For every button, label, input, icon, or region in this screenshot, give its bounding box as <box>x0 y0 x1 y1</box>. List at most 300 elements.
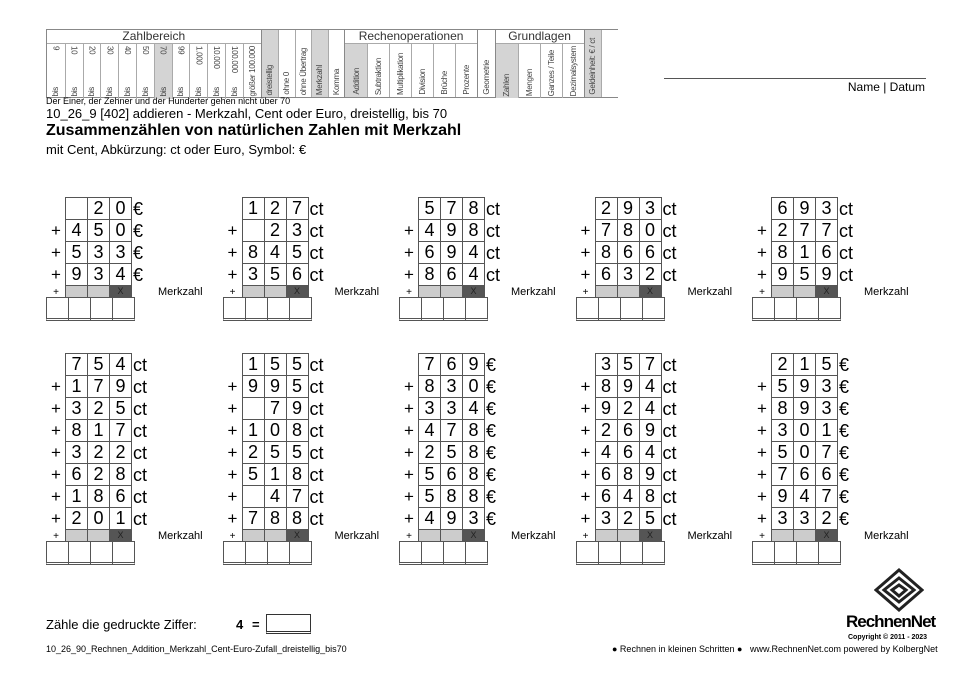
digit-cell: 5 <box>264 353 287 376</box>
digit-cell: 8 <box>462 419 485 442</box>
name-date-label: Name | Datum <box>847 80 925 94</box>
digit-cell: 2 <box>595 419 618 442</box>
category-label: Division <box>418 69 428 95</box>
addend-row <box>576 264 733 286</box>
addend-row <box>223 242 380 264</box>
unit-label: € <box>839 354 850 375</box>
plus-sign: + <box>51 487 61 506</box>
digit-cell: 4 <box>418 219 441 242</box>
digit-cell: 4 <box>462 263 485 286</box>
unit-label: ct <box>309 354 324 375</box>
digit-cell: 5 <box>771 441 794 464</box>
digit-cell: 4 <box>65 219 88 242</box>
merkzahl-label: Merkzahl <box>511 530 556 542</box>
digit-cell: 5 <box>639 507 662 530</box>
digit-cell <box>242 485 265 508</box>
digit-cell: 6 <box>65 463 88 486</box>
addend-row <box>752 376 909 398</box>
addend-row <box>46 354 203 376</box>
addend-row <box>576 464 733 486</box>
unit-label: ct <box>662 508 677 529</box>
addend-row <box>399 420 556 442</box>
digit-cell: 9 <box>639 419 662 442</box>
digit-cell: 3 <box>639 197 662 220</box>
result-input[interactable] <box>68 541 91 565</box>
result-input[interactable] <box>112 541 135 565</box>
bis-label: bis <box>140 87 150 97</box>
category-label: Brüche <box>440 71 450 95</box>
result-input[interactable] <box>752 541 775 565</box>
plus-sign: + <box>580 265 591 284</box>
merkzahl-label: Merkzahl <box>687 530 733 542</box>
digit-cell: 4 <box>418 507 441 530</box>
digit-cell: 8 <box>462 197 485 220</box>
digit-cell <box>65 197 88 220</box>
merkzahl-label: Merkzahl <box>334 530 380 542</box>
unit-label: ct <box>662 420 677 441</box>
digit-cell: 6 <box>109 485 132 508</box>
digit-cell: 9 <box>793 375 816 398</box>
code-line: 10_26_9 [402] addieren - Merkzahl, Cent oder Euro, dreistellig, bis 70 <box>46 106 448 121</box>
digit-cell: 8 <box>771 397 794 420</box>
digit-cell: 9 <box>109 375 132 398</box>
category-cell <box>433 44 455 97</box>
bis-label: bis <box>87 87 97 97</box>
digit-cell: 6 <box>793 463 816 486</box>
plus-sign: + <box>404 487 414 506</box>
carry-blocked: X <box>462 529 485 542</box>
category-cell <box>262 30 279 97</box>
digit-cell: 3 <box>462 507 485 530</box>
digit-cell: 9 <box>771 263 794 286</box>
rechnennet-logo-icon <box>874 568 924 612</box>
digit-cell: 2 <box>418 441 441 464</box>
digit-cell: 9 <box>440 219 463 242</box>
digit-cell: 2 <box>109 441 132 464</box>
digit-cell: 0 <box>793 419 816 442</box>
result-input[interactable] <box>421 541 444 565</box>
digit-cell: 6 <box>815 463 838 486</box>
count-answer-box[interactable] <box>266 614 311 634</box>
unit-label: ct <box>662 486 677 507</box>
digit-cell: 8 <box>639 485 662 508</box>
addend-row <box>576 442 733 464</box>
result-input[interactable] <box>818 297 841 321</box>
digit-cell: 7 <box>815 485 838 508</box>
addend-row <box>399 486 556 508</box>
category-label: Geldeinheit: € / ct <box>588 38 598 95</box>
unit-label: ct <box>309 220 324 241</box>
digit-cell: 3 <box>65 441 88 464</box>
digit-cell: 5 <box>617 353 640 376</box>
category-label: Mengen <box>524 69 534 97</box>
result-input[interactable] <box>245 541 268 565</box>
digit-cell: 8 <box>462 219 485 242</box>
digit-cell: 3 <box>109 241 132 264</box>
digit-cell: 6 <box>595 463 618 486</box>
category-cell <box>585 30 602 97</box>
digit-cell: 6 <box>440 353 463 376</box>
bis-label: bis <box>229 87 239 97</box>
carry-blocked: X <box>639 285 662 298</box>
category-columns <box>478 30 495 97</box>
result-input[interactable] <box>443 297 466 321</box>
digit-cell <box>242 397 265 420</box>
plus-sign: + <box>53 286 59 298</box>
digit-cell: 6 <box>617 241 640 264</box>
footer-filename: 10_26_90_Rechnen_Addition_Merkzahl_Cent-Euro-Zufall_dreistellig_bis70 <box>46 644 347 654</box>
category-label: 20 <box>87 46 97 55</box>
digit-cell: 8 <box>242 241 265 264</box>
unit-label: ct <box>662 442 677 463</box>
addend-row <box>576 242 733 264</box>
digit-cell: 3 <box>595 353 618 376</box>
plus-sign: + <box>404 399 414 418</box>
plus-sign: + <box>404 265 414 284</box>
category-columns <box>47 43 261 99</box>
category-columns <box>345 43 477 97</box>
plus-sign: + <box>51 509 61 528</box>
unit-label: € <box>486 464 497 485</box>
result-input[interactable] <box>465 541 488 565</box>
digit-cell: 5 <box>418 197 441 220</box>
result-input[interactable] <box>796 541 819 565</box>
digit-cell: 3 <box>286 219 309 242</box>
addend-row <box>399 242 556 264</box>
result-input[interactable] <box>620 541 643 565</box>
unit-label: ct <box>309 198 324 219</box>
addend-row <box>223 442 380 464</box>
category-label: Komma <box>331 68 341 95</box>
addend-row <box>752 398 909 420</box>
category-cell <box>496 44 518 98</box>
digit-cell: 5 <box>815 353 838 376</box>
bis-label: bis <box>212 87 222 97</box>
result-input[interactable] <box>223 297 246 321</box>
category-cell <box>243 44 261 99</box>
plus-sign: + <box>580 509 591 528</box>
result-input[interactable] <box>774 297 797 321</box>
result-input[interactable] <box>576 541 599 565</box>
footer-slogan: ● Rechnen in kleinen Schritten ● <box>612 644 743 654</box>
plus-sign: + <box>406 530 412 542</box>
category-label: 50 <box>140 46 150 55</box>
addition-problem <box>399 354 556 565</box>
digit-cell: 7 <box>264 397 287 420</box>
category-label: Geometrie <box>481 60 491 95</box>
bis-label: bis <box>158 87 168 97</box>
unit-label: ct <box>309 398 324 419</box>
plus-sign: + <box>51 221 61 240</box>
result-input[interactable] <box>598 297 621 321</box>
unit-label: ct <box>662 376 677 397</box>
unit-label: € <box>839 376 850 397</box>
addend-row <box>46 398 203 420</box>
result-input[interactable] <box>68 297 91 321</box>
category-cell <box>154 44 172 99</box>
count-label: Zähle die gedruckte Ziffer: <box>46 617 197 632</box>
result-input[interactable] <box>818 541 841 565</box>
plus-sign: + <box>227 465 238 484</box>
name-line <box>664 78 926 79</box>
category-cell <box>389 44 411 97</box>
result-input[interactable] <box>112 297 135 321</box>
digit-cell: 5 <box>65 241 88 264</box>
digit-cell: 3 <box>440 375 463 398</box>
digit-cell: 3 <box>595 507 618 530</box>
addend-row <box>752 354 909 376</box>
result-input[interactable] <box>399 541 422 565</box>
digit-cell: 7 <box>639 353 662 376</box>
category-label: Prozente <box>462 65 472 95</box>
addend-row <box>46 464 203 486</box>
result-input[interactable] <box>642 297 665 321</box>
category-label: Merkzahl <box>315 64 325 95</box>
digit-cell: 7 <box>418 353 441 376</box>
digit-cell: 4 <box>793 485 816 508</box>
category-cell <box>411 44 433 97</box>
addition-problem <box>576 198 733 321</box>
digit-cell: 2 <box>65 507 88 530</box>
digit-cell: 7 <box>65 353 88 376</box>
digit-cell: 9 <box>771 485 794 508</box>
category-label: 40 <box>123 46 133 55</box>
addend-row <box>46 220 203 242</box>
result-input[interactable] <box>289 541 312 565</box>
category-group <box>46 30 261 97</box>
result-input[interactable] <box>46 541 69 565</box>
digit-cell: 8 <box>462 441 485 464</box>
digit-cell: 9 <box>440 507 463 530</box>
digit-cell: 9 <box>242 375 265 398</box>
result-input[interactable] <box>223 541 246 565</box>
unit-label: € <box>486 486 497 507</box>
digit-cell: 3 <box>771 507 794 530</box>
unit-label: ct <box>309 242 324 263</box>
digit-cell: 5 <box>264 441 287 464</box>
digit-cell: 6 <box>617 441 640 464</box>
merkzahl-label: Merkzahl <box>864 530 909 542</box>
digit-cell: 8 <box>65 419 88 442</box>
addend-row <box>399 264 556 286</box>
digit-cell: 3 <box>418 397 441 420</box>
plus-sign: + <box>580 465 591 484</box>
digit-cell: 2 <box>771 353 794 376</box>
digit-cell: 1 <box>793 241 816 264</box>
unit-label: € <box>486 420 497 441</box>
digit-cell: 8 <box>87 485 110 508</box>
carry-blocked: X <box>109 285 132 298</box>
plus-sign: + <box>227 399 238 418</box>
digit-cell: 4 <box>418 419 441 442</box>
digit-cell: 2 <box>264 197 287 220</box>
digit-cell: 3 <box>793 507 816 530</box>
result-input[interactable] <box>576 297 599 321</box>
digit-cell: 2 <box>595 197 618 220</box>
plus-sign: + <box>759 286 765 298</box>
bis-label: bis <box>51 87 61 97</box>
plus-sign: + <box>757 377 767 396</box>
result-input[interactable] <box>245 297 268 321</box>
category-cell <box>83 44 101 99</box>
digit-cell: 4 <box>617 485 640 508</box>
bis-label: bis <box>123 87 133 97</box>
digit-cell: 9 <box>639 463 662 486</box>
result-input[interactable] <box>399 297 422 321</box>
addend-row <box>46 508 203 530</box>
unit-label: ct <box>839 198 854 219</box>
result-input[interactable] <box>267 297 290 321</box>
carry-blocked: X <box>815 529 838 542</box>
digit-cell: 7 <box>440 419 463 442</box>
result-input[interactable] <box>46 297 69 321</box>
digit-cell: 5 <box>242 463 265 486</box>
unit-label: ct <box>662 464 677 485</box>
digit-cell: 9 <box>286 397 309 420</box>
result-input[interactable] <box>90 541 113 565</box>
digit-cell: 2 <box>617 507 640 530</box>
plus-sign: + <box>229 286 236 298</box>
category-cell <box>207 44 225 99</box>
digit-cell: 4 <box>462 397 485 420</box>
digit-cell: 0 <box>639 219 662 242</box>
digit-cell: 7 <box>109 419 132 442</box>
result-input[interactable] <box>267 541 290 565</box>
addend-row <box>752 420 909 442</box>
category-columns <box>262 30 345 97</box>
digit-cell: 6 <box>815 241 838 264</box>
result-input[interactable] <box>774 541 797 565</box>
unit-label: € <box>486 508 497 529</box>
digit-cell: 3 <box>242 263 265 286</box>
result-input[interactable] <box>752 297 775 321</box>
addition-problem <box>576 354 733 565</box>
count-equals: = <box>252 617 260 632</box>
unit-label: € <box>486 442 497 463</box>
digit-cell: 6 <box>440 463 463 486</box>
unit-label: ct <box>486 198 501 219</box>
result-input[interactable] <box>642 541 665 565</box>
merkzahl-label: Merkzahl <box>511 286 556 298</box>
digit-cell: 5 <box>771 375 794 398</box>
carry-blocked: X <box>109 529 132 542</box>
digit-cell: 7 <box>440 197 463 220</box>
addend-row <box>752 264 909 286</box>
digit-cell: 0 <box>264 419 287 442</box>
result-input[interactable] <box>289 297 312 321</box>
result-input[interactable] <box>598 541 621 565</box>
category-label: 30 <box>105 46 115 55</box>
unit-label: € <box>839 486 850 507</box>
result-input[interactable] <box>421 297 444 321</box>
digit-cell: 2 <box>242 441 265 464</box>
category-group-title: Rechenoperationen <box>358 29 464 43</box>
plus-sign: + <box>757 265 767 284</box>
result-input[interactable] <box>465 297 488 321</box>
plus-sign: + <box>227 377 238 396</box>
digit-cell: 6 <box>440 263 463 286</box>
digit-cell: 7 <box>815 219 838 242</box>
digit-cell: 3 <box>815 375 838 398</box>
plus-sign: + <box>227 487 238 506</box>
plus-sign: + <box>51 243 61 262</box>
digit-cell: 1 <box>242 353 265 376</box>
digit-cell: 8 <box>595 375 618 398</box>
digit-cell: 6 <box>418 241 441 264</box>
result-row <box>46 298 203 321</box>
digit-cell: 6 <box>771 197 794 220</box>
plus-sign: + <box>757 243 767 262</box>
unit-label: ct <box>309 508 324 529</box>
category-cell <box>295 30 312 97</box>
digit-cell: 5 <box>87 219 110 242</box>
digit-cell: 5 <box>793 263 816 286</box>
plus-sign: + <box>582 530 589 542</box>
addend-row <box>223 220 380 242</box>
unit-label: € <box>839 398 850 419</box>
result-row <box>399 298 556 321</box>
digit-cell: 4 <box>639 397 662 420</box>
digit-cell: 8 <box>418 375 441 398</box>
digit-cell: 5 <box>418 485 441 508</box>
count-digit: 4 <box>236 617 244 632</box>
plus-sign: + <box>51 465 61 484</box>
result-input[interactable] <box>443 541 466 565</box>
plus-sign: + <box>404 377 414 396</box>
digit-cell: 4 <box>595 441 618 464</box>
category-group <box>344 30 477 97</box>
category-label: Ganzes / Teile <box>546 49 556 97</box>
plus-sign: + <box>227 243 238 262</box>
result-input[interactable] <box>796 297 819 321</box>
digit-cell: 1 <box>242 419 265 442</box>
addend-row <box>399 464 556 486</box>
unit-label: ct <box>662 398 677 419</box>
result-row <box>752 298 909 321</box>
plus-sign: + <box>51 421 61 440</box>
plus-sign: + <box>757 443 767 462</box>
carry-blocked: X <box>815 285 838 298</box>
result-row <box>576 298 733 321</box>
digit-cell: 9 <box>617 375 640 398</box>
category-label: 10.000 <box>212 46 222 69</box>
digit-cell: 9 <box>793 397 816 420</box>
digit-cell: 9 <box>793 197 816 220</box>
digit-cell: 3 <box>771 419 794 442</box>
digit-cell: 8 <box>286 463 309 486</box>
plus-sign: + <box>580 421 591 440</box>
digit-cell: 7 <box>793 219 816 242</box>
addend-row <box>223 376 380 398</box>
unit-label: € <box>839 420 850 441</box>
category-columns <box>585 30 618 97</box>
unit-label: ct <box>133 442 148 463</box>
addend-row <box>46 198 203 220</box>
digit-cell: 5 <box>286 241 309 264</box>
digit-cell: 1 <box>264 463 287 486</box>
category-cell <box>100 44 118 99</box>
carry-blocked: X <box>286 285 309 298</box>
addend-row <box>399 398 556 420</box>
plus-sign: + <box>51 399 61 418</box>
plus-sign: + <box>404 221 414 240</box>
result-input[interactable] <box>90 297 113 321</box>
digit-cell: 8 <box>286 507 309 530</box>
addend-row <box>46 420 203 442</box>
digit-cell: 3 <box>617 263 640 286</box>
result-input[interactable] <box>620 297 643 321</box>
category-label: 70 <box>158 46 168 55</box>
